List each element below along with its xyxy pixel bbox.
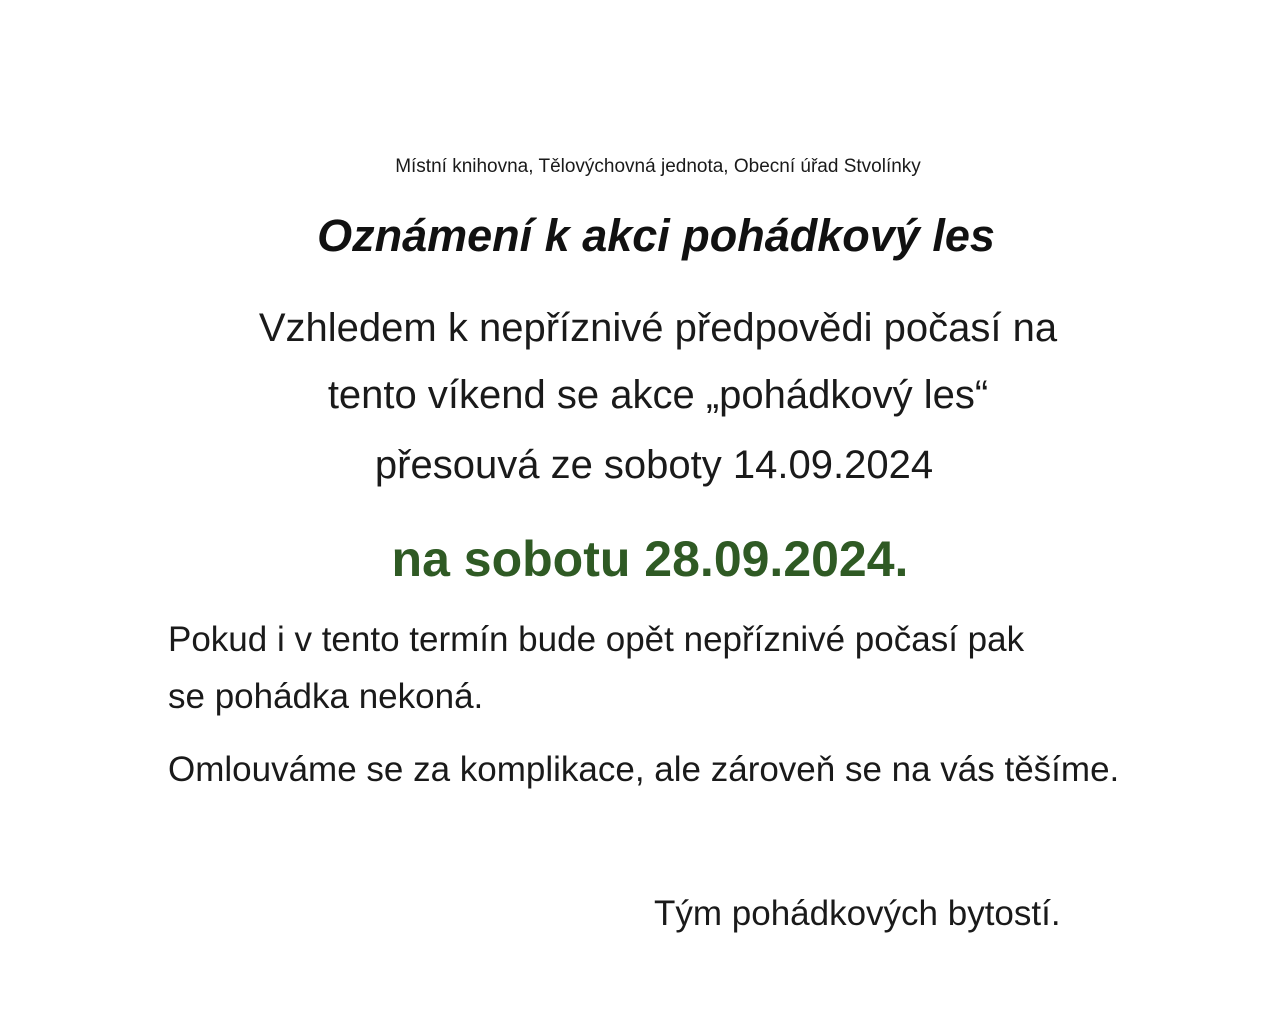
signature: Tým pohádkových bytostí. (654, 894, 1061, 933)
body-line-3: přesouvá ze soboty 14.09.2024 (374, 443, 934, 487)
body-line-2: tento víkend se akce „pohádkový les“ (327, 373, 989, 417)
body-line-1: Vzhledem k nepříznivé předpovědi počasí na (258, 306, 1058, 350)
new-date: na sobotu 28.09.2024. (391, 531, 909, 587)
apology-line: Omlouváme se za komplikace, ale zároveň se na vás těšíme. (168, 750, 1120, 789)
paragraph-line-1: Pokud i v tento termín bude opět nepříznivé počasí pak (168, 620, 1025, 659)
paragraph-line-2: se pohádka nekoná. (168, 677, 484, 716)
notice-title: Oznámení k akci pohádkový les (317, 210, 995, 261)
organizers-line: Místní knihovna, Tělovýchovná jednota, Obecní úřad Stvolínky (395, 156, 921, 177)
